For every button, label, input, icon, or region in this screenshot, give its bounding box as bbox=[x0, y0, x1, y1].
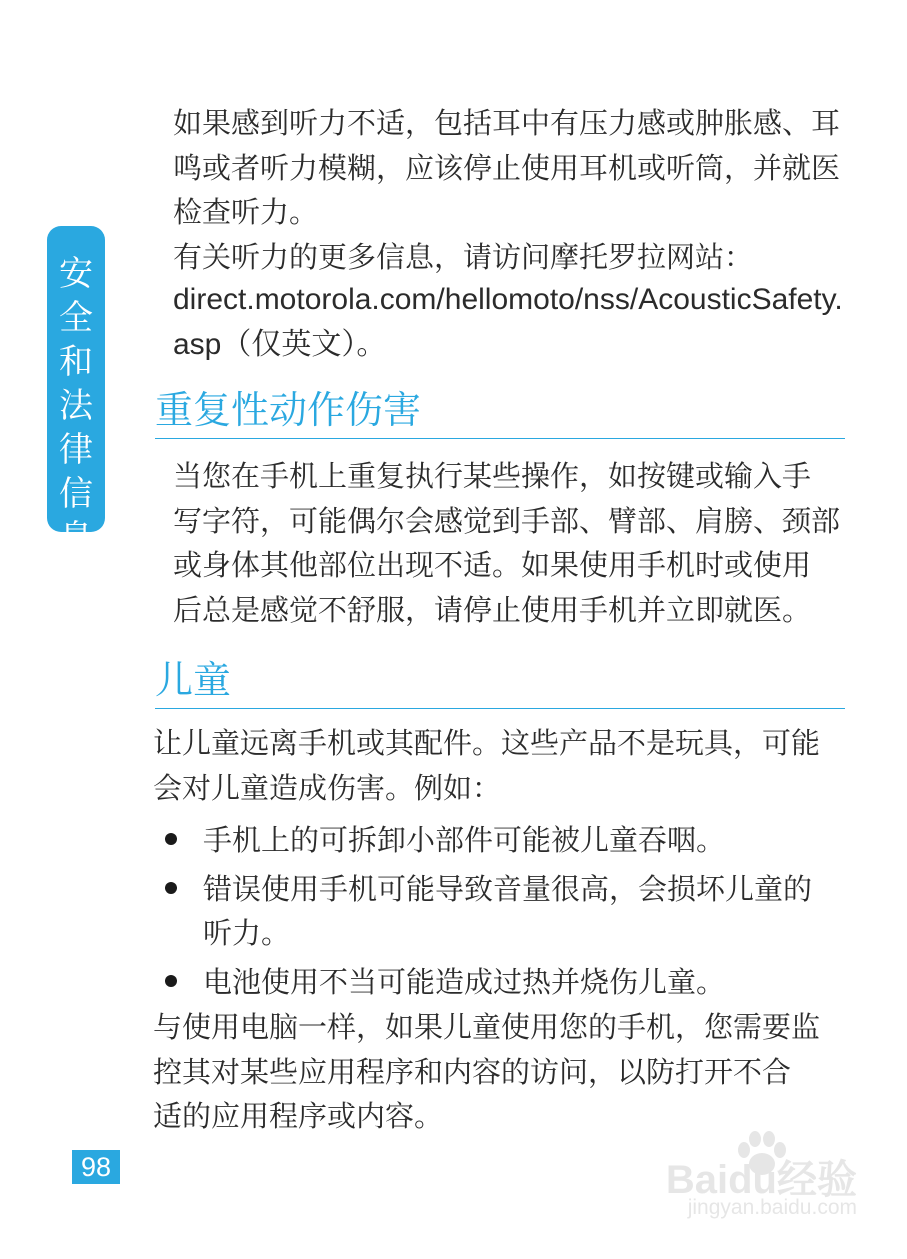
text-line: 手机上的可拆卸小部件可能被儿童吞咽。 bbox=[203, 823, 726, 857]
section-title-repetitive-motion: 重复性动作伤害 bbox=[155, 388, 422, 432]
list-item bbox=[165, 960, 812, 1005]
side-tab-char: 信 bbox=[59, 474, 93, 514]
text-line: 或身体其他部位出现不适。如果使用手机时或使用 bbox=[173, 548, 812, 582]
text-line: 错误使用手机可能导致音量很高，会损坏儿童的 bbox=[203, 871, 813, 906]
text-line: 与使用电脑一样，如果儿童使用您的手机，您需要监 bbox=[153, 1010, 821, 1044]
children-hazard-list bbox=[165, 818, 812, 1008]
side-tab-char: 全 bbox=[59, 298, 93, 338]
watermark-logo: Baidu经验 bbox=[665, 1158, 857, 1202]
text-line: 如果感到听力不适，包括耳中有压力感或肿胀感、耳 bbox=[173, 106, 841, 140]
section-divider bbox=[155, 708, 845, 709]
text-line: 当您在手机上重复执行某些操作，如按键或输入手 bbox=[173, 459, 812, 493]
page-number: 98 bbox=[72, 1150, 120, 1184]
text-line: 写字符，可能偶尔会感觉到手部、臂部、肩膀、颈部 bbox=[173, 503, 841, 538]
list-item bbox=[165, 867, 812, 956]
side-tab-char: 律 bbox=[59, 430, 93, 470]
list-item bbox=[165, 818, 812, 863]
text-line: 听力。 bbox=[203, 916, 291, 950]
children-intro-paragraph bbox=[153, 721, 820, 810]
side-tab-char: 法 bbox=[59, 386, 93, 426]
text-line: 适的应用程序或内容。 bbox=[153, 1099, 444, 1133]
bullet-icon bbox=[165, 975, 177, 987]
intro-paragraph bbox=[173, 101, 840, 279]
side-tab-char: 和 bbox=[59, 342, 93, 382]
text-line: 鸣或者听力模糊，应该停止使用耳机或听筒，并就医 bbox=[173, 150, 841, 185]
website-url-continued: asp（仅英文）。 bbox=[173, 328, 387, 361]
text-line: 会对儿童造成伤害。例如： bbox=[153, 770, 502, 805]
watermark-url: jingyan.baidu.com bbox=[687, 1196, 857, 1219]
text-line: 检查听力。 bbox=[173, 195, 319, 229]
section-title-children: 儿童 bbox=[155, 658, 232, 702]
bullet-icon bbox=[165, 833, 177, 845]
side-tab-char: 息 bbox=[59, 518, 93, 558]
children-outro-paragraph bbox=[153, 1005, 820, 1139]
text-line: 有关听力的更多信息，请访问摩托罗拉网站： bbox=[173, 239, 754, 274]
text-line: 后总是感觉不舒服，请停止使用手机并立即就医。 bbox=[173, 592, 812, 627]
side-tab-char: 安 bbox=[59, 254, 93, 294]
website-url: direct.motorola.com/hellomoto/nss/AcousticSafety. bbox=[173, 283, 843, 316]
side-section-tab bbox=[47, 226, 105, 558]
bullet-icon bbox=[165, 882, 177, 894]
text-line: 让儿童远离手机或其配件。这些产品不是玩具，可能 bbox=[153, 726, 821, 760]
text-line: 控其对某些应用程序和内容的访问，以防打开不合 bbox=[153, 1054, 792, 1089]
repetitive-motion-paragraph bbox=[173, 454, 840, 632]
baidu-watermark bbox=[637, 1130, 857, 1230]
text-line: 电池使用不当可能造成过热并烧伤儿童。 bbox=[203, 964, 726, 999]
section-divider bbox=[155, 438, 845, 439]
